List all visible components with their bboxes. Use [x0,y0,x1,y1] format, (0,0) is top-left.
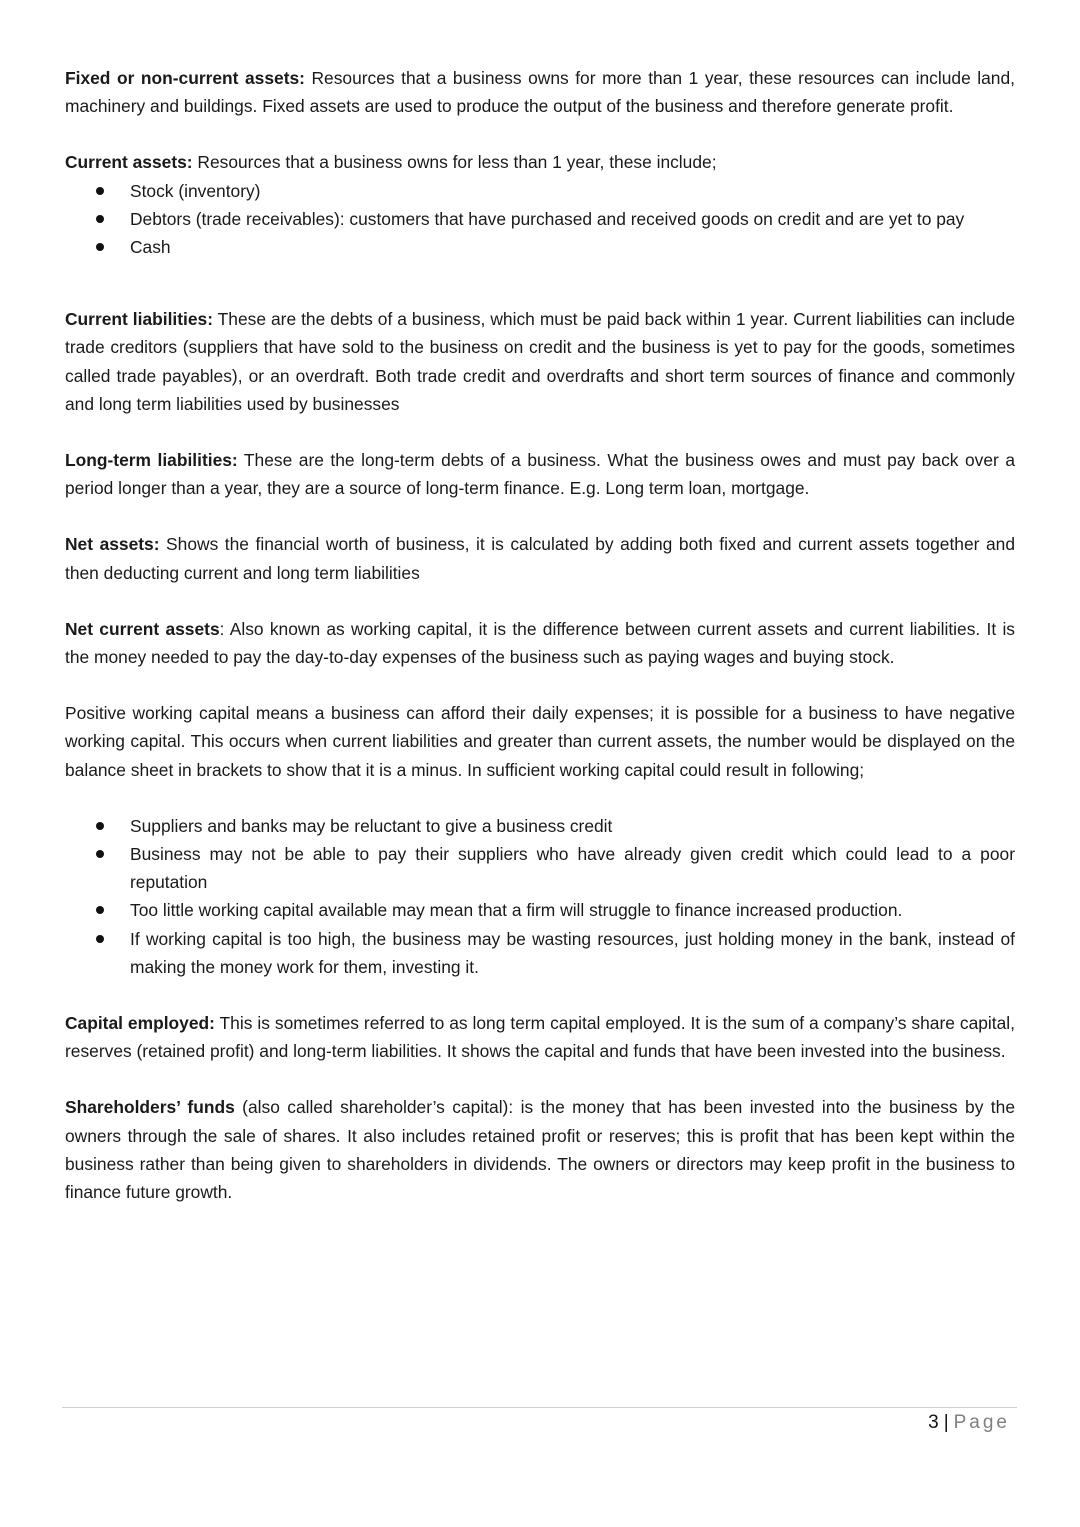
list-item: Suppliers and banks may be reluctant to give a business credit [65,812,1015,840]
definition-net-assets: Shows the financial worth of business, it is calculated by adding both fixed and current assets together and then deducting current and long term liabilities [65,534,1015,583]
definition-current-liabilities: These are the debts of a business, which must be paid back within 1 year. Current liabilities can include trade creditors (suppliers that have sold to the business on credit and the business is yet to pay for the goods, sometimes called trade payables), or an overdraft. Both trade credit and overdrafts and short term sources of finance and commonly and long term liabilities used by businesses [65,309,1015,414]
bullet-icon [96,243,104,251]
list-item: Cash [65,233,1015,261]
paragraph-net-assets [65,530,1015,586]
bullet-icon [96,215,104,223]
paragraph-shareholders-funds [65,1093,1015,1206]
paragraph-long-term-liabilities [65,446,1015,502]
term-long-term-liabilities: Long-term liabilities: [65,450,238,471]
page-number-value: 3 [928,1412,940,1433]
footer-divider [62,1407,1017,1408]
definition-capital-employed: This is sometimes referred to as long term capital employed. It is the sum of a company’s share capital, reserves (retained profit) and long-term liabilities. It shows the capital and funds that have been invested into the business. [65,1013,1015,1062]
page-number-separator: | [943,1412,950,1433]
term-current-liabilities: Current liabilities: [65,309,213,330]
list-item: Too little working capital available may mean that a firm will struggle to finance increased production. [65,896,1015,924]
list-item: Debtors (trade receivables): customers that have purchased and received goods on credit and are yet to pay [65,205,1015,233]
list-item: Stock (inventory) [65,177,1015,205]
definition-net-current-assets: : Also known as working capital, it is the difference between current assets and current liabilities. It is the money needed to pay the day-to-day expenses of the business such as paying wages and buying stock. [65,618,1015,668]
definition-long-term-liabilities: These are the long-term debts of a business. What the business owes and must pay back over a period longer than a year, they are a source of long-term finance. E.g. Long term loan, mortgage. [65,450,1015,499]
document-page [65,64,1015,1206]
paragraph-net-current-assets [65,615,1015,671]
bullet-icon [96,850,104,858]
term-shareholders-funds: Shareholders’ funds [65,1097,235,1118]
working-capital-list [65,812,1015,981]
term-capital-employed: Capital employed: [65,1013,215,1034]
paragraph-current-assets [65,148,1015,176]
paragraph-capital-employed [65,1009,1015,1065]
bullet-icon [96,187,104,195]
term-net-current-assets: Net current assets [65,618,220,639]
paragraph-working-capital: Positive working capital means a business can afford their daily expenses; it is possible for a business to have negative working capital. This occurs when current liabilities and greater than current assets, the number would be displayed on the balance sheet in brackets to show that it is a minus. In sufficient working capital could result in following; [65,703,1015,780]
term-fixed-assets: Fixed or non-current assets: [65,68,305,88]
bullet-icon [96,935,104,943]
page-number-label: Page [953,1412,1010,1433]
page-number [928,1412,1010,1434]
paragraph-current-liabilities [65,305,1015,418]
definition-fixed-assets: Resources that a business owns for more than 1 year, these resources can include land, machinery and buildings. Fixed assets are used to produce the output of the business and therefore generate profit. [65,68,1015,117]
term-current-assets: Current assets: [65,152,193,173]
bullet-icon [96,822,104,830]
paragraph-fixed-assets [65,64,1015,120]
term-net-assets: Net assets: [65,534,160,555]
bullet-icon [96,906,104,914]
list-item: If working capital is too high, the business may be wasting resources, just holding money in the bank, instead of making the money work for them, investing it. [65,925,1015,981]
definition-current-assets: Resources that a business owns for less than 1 year, these include; [192,152,717,173]
definition-shareholders-funds: (also called shareholder’s capital): is the money that has been invested into the business by the owners through the sale of shares. It also includes retained profit or reserves; this is profit that has been kept within the business rather than being given to shareholders in dividends. The owners or directors may keep profit in the business to finance future growth. [65,1097,1015,1203]
current-assets-list [65,177,1015,262]
list-item: Business may not be able to pay their suppliers who have already given credit which could lead to a poor reputation [65,840,1015,896]
